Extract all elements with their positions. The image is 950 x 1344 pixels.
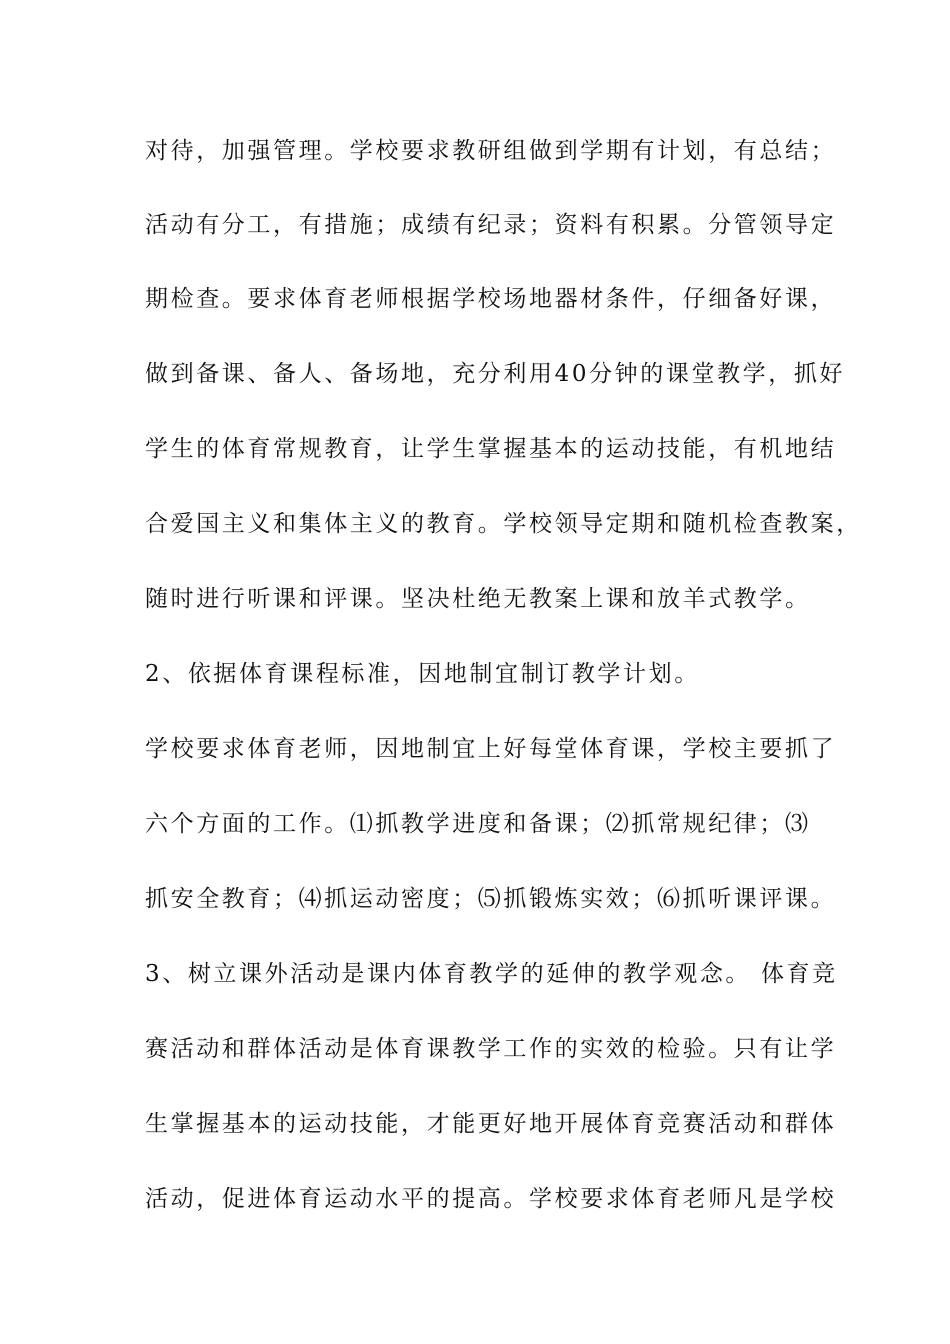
text-line: 随时进行听课和评课。坚决杜绝无教案上课和放羊式教学。 <box>145 586 811 612</box>
text-line: 抓安全教育；⑷抓运动密度；⑸抓锻炼实效；⑹抓听课评课。 <box>145 886 837 912</box>
text-line: 六个方面的工作。⑴抓教学进度和备课；⑵抓常规纪律；⑶ <box>145 811 811 837</box>
text-line: 赛活动和群体活动是体育课教学工作的实效的检验。只有让学 <box>145 1036 837 1062</box>
section-heading-2: 2、依据体育课程标准，因地制宜制订教学计划。 <box>145 661 700 687</box>
text-line: 做到备课、备人、备场地，充分利用40分钟的课堂教学，抓好 <box>145 361 846 387</box>
text-line: 合爱国主义和集体主义的教育。学校领导定期和随机检查教案， <box>145 511 862 537</box>
text-line: 对待，加强管理。学校要求教研组做到学期有计划，有总结； <box>145 138 837 164</box>
text-line: 学校要求体育老师，因地制宜上好每堂体育课，学校主要抓了 <box>145 736 837 762</box>
text-line: 活动，促进体育运动水平的提高。学校要求体育老师凡是学校 <box>145 1186 837 1212</box>
text-line: 生掌握基本的运动技能，才能更好地开展体育竞赛活动和群体 <box>145 1111 837 1137</box>
section-heading-3: 3、树立课外活动是课内体育教学的延伸的教学观念。 体育竞 <box>145 961 838 987</box>
text-line: 期检查。要求体育老师根据学校场地器材条件，仔细备好课， <box>145 286 837 312</box>
text-line: 活动有分工，有措施；成绩有纪录；资料有积累。分管领导定 <box>145 212 837 238</box>
text-line: 学生的体育常规教育，让学生掌握基本的运动技能，有机地结 <box>145 436 837 462</box>
